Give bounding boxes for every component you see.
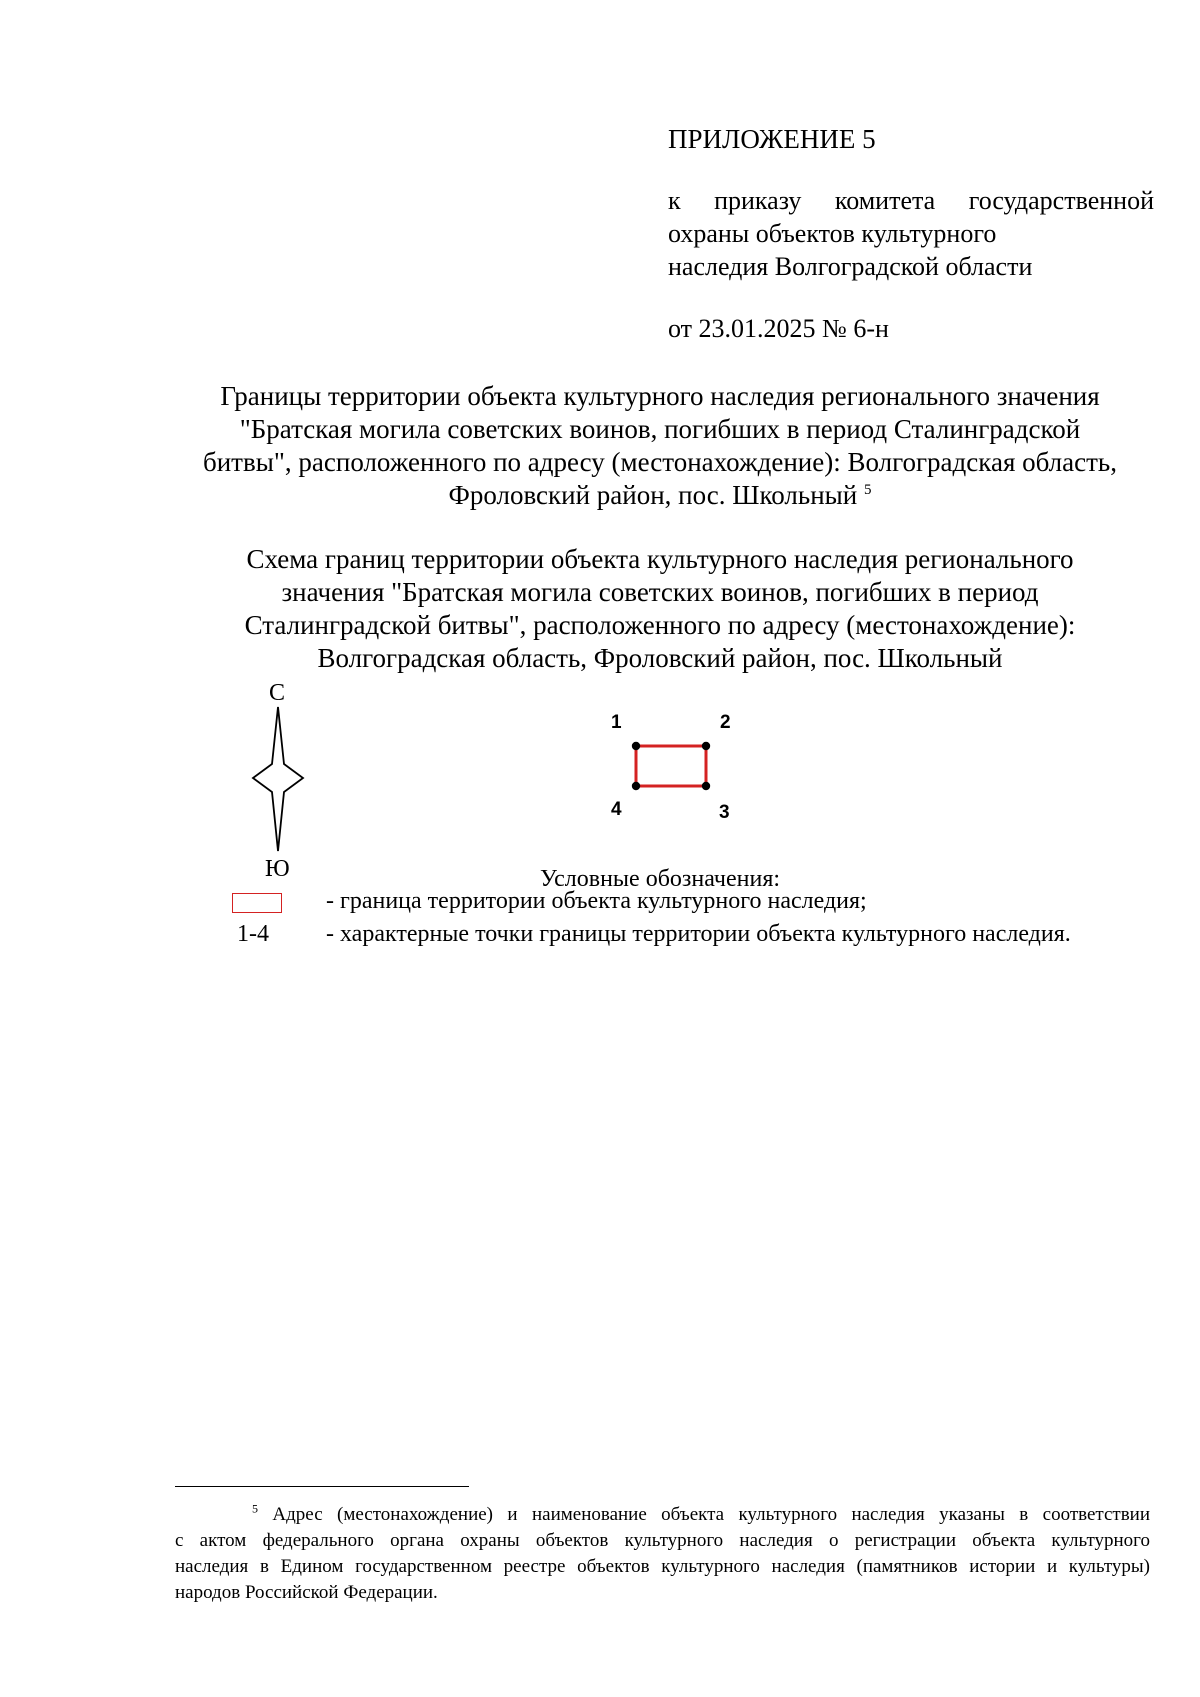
footnote-line: народов Российской Федерации. — [175, 1582, 438, 1603]
heading-line-last — [150, 479, 1170, 512]
scheme-title-line: значения "Братская могила советских воинов, погибших в период — [281, 577, 1039, 607]
footnote-line: наследия в Едином государственном реестре объектов культурного наследия (памятников истории и культуры) — [175, 1556, 1150, 1577]
footnote-separator — [175, 1486, 469, 1487]
appendix-reference — [668, 184, 1154, 283]
legend-title: Условные обозначения: — [540, 866, 781, 892]
boundary-point-2 — [702, 742, 710, 750]
heading-line: битвы", расположенного по адресу (местонахождение): Волгоградская область, — [203, 447, 1117, 477]
legend-points-symbol: 1-4 — [237, 921, 269, 947]
appendix-title: ПРИЛОЖЕНИЕ 5 — [668, 124, 876, 154]
footnote — [175, 1502, 1150, 1606]
footnote-mark: 5 — [252, 1501, 258, 1516]
legend-item-boundary: - граница территории объекта культурного наследия; — [326, 888, 867, 914]
scheme-title-line: Волгоградская область, Фроловский район, пос. Школьный — [317, 643, 1003, 673]
order-date-number: от 23.01.2025 № 6-н — [668, 314, 889, 343]
appendix-reference-line: охраны объектов культурного — [668, 219, 997, 248]
boundary-point-4 — [632, 782, 640, 790]
heading-line: Фроловский район, пос. Школьный — [448, 480, 858, 510]
footnote-line: $^5$ Адрес (местонахождение) и наименование объекта культурного наследия указаны в соответствии — [252, 1501, 1151, 1525]
scheme-title — [150, 543, 1170, 675]
boundary-point-1 — [632, 742, 640, 750]
footnote-line: с актом федерального органа охраны объектов культурного наследия о регистрации объекта культурного — [175, 1530, 1150, 1551]
legend-boundary-symbol — [232, 893, 282, 913]
point-label-4: 4 — [611, 799, 622, 820]
scheme-title-line: Сталинградской битвы", расположенного по адресу (местонахождение): — [244, 610, 1076, 640]
point-label-2: 2 — [720, 712, 731, 733]
legend-item-points: - характерные точки границы территории объекта культурного наследия. — [326, 921, 1071, 947]
north-arrow-icon — [250, 706, 306, 852]
compass-north-label: С — [269, 680, 286, 706]
territory-scheme — [600, 700, 740, 830]
point-label-3: 3 — [719, 802, 730, 823]
footnote-reference: 5 — [863, 482, 872, 498]
compass-south-label: Ю — [265, 856, 290, 882]
appendix-reference-line: к приказу комитета государственной — [668, 186, 1154, 215]
appendix-reference-line: наследия Волгоградской области — [668, 252, 1033, 281]
document-heading — [150, 380, 1170, 512]
heading-line: Границы территории объекта культурного наследия регионального значения — [220, 381, 1100, 411]
heading-line: "Братская могила советских воинов, погибших в период Сталинградской — [239, 414, 1081, 444]
territory-boundary — [636, 746, 706, 786]
scheme-title-line: Схема границ территории объекта культурного наследия регионального — [246, 544, 1074, 574]
point-label-1: 1 — [611, 712, 622, 733]
boundary-point-3 — [702, 782, 710, 790]
